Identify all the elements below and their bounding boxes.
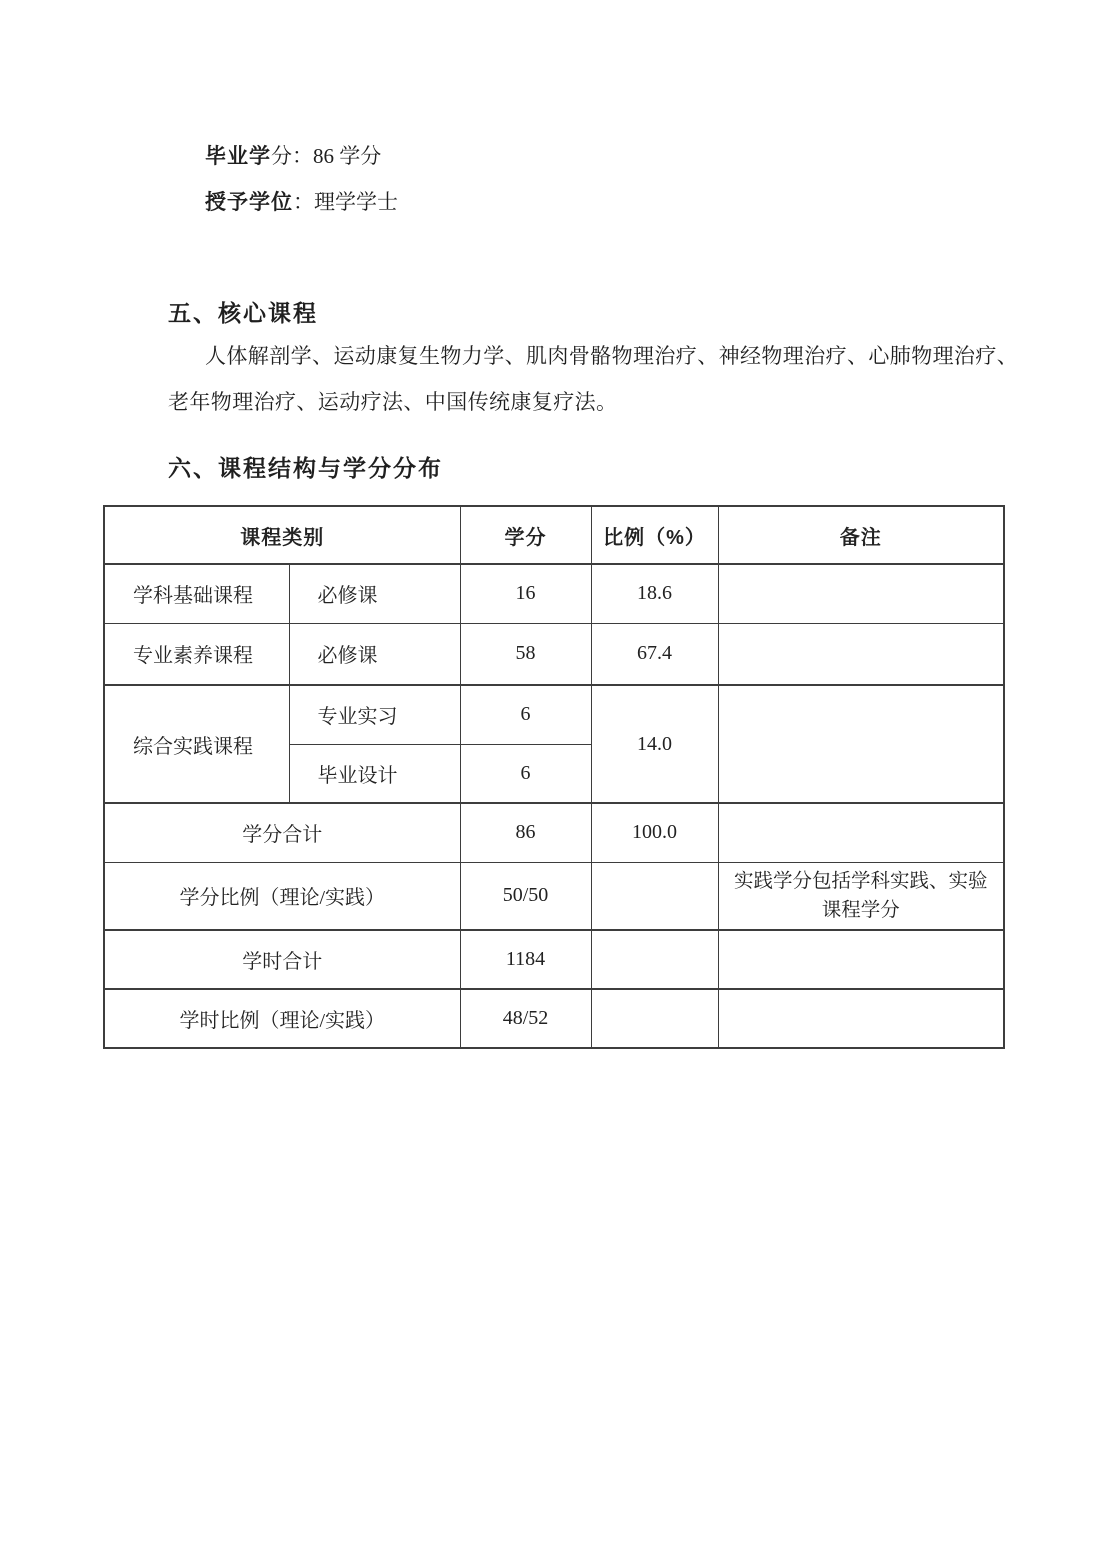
table-row-basic-courses bbox=[104, 564, 1004, 623]
cell-major-credits: 58 bbox=[460, 623, 591, 685]
graduation-credits-label-bold: 毕业学 bbox=[205, 145, 271, 168]
section-title-course-structure: 六、课程结构与学分分布 bbox=[168, 455, 443, 481]
cell-total-credits-ratio: 100.0 bbox=[591, 803, 718, 862]
cell-total-hours-label: 学时合计 bbox=[104, 930, 460, 989]
degree-awarded-field bbox=[205, 187, 398, 218]
cell-major-category: 专业素养课程 bbox=[104, 623, 289, 685]
cell-credit-ratio-value: 50/50 bbox=[460, 862, 591, 930]
cell-credit-ratio-label: 学分比例（理论/实践） bbox=[104, 862, 460, 930]
cell-basic-credits: 16 bbox=[460, 564, 591, 623]
cell-practice-item2: 毕业设计 bbox=[289, 744, 460, 803]
table-row-total-credits bbox=[104, 803, 1004, 862]
table-header-row bbox=[104, 506, 1004, 564]
cell-major-ratio: 67.4 bbox=[591, 623, 718, 685]
cell-practice-category: 综合实践课程 bbox=[104, 685, 289, 803]
table-header-ratio: 比例（%） bbox=[591, 506, 718, 564]
cell-total-credits-value: 86 bbox=[460, 803, 591, 862]
cell-practice-note bbox=[718, 685, 1004, 803]
table-row-credit-ratio bbox=[104, 862, 1004, 930]
cell-major-type: 必修课 bbox=[289, 623, 460, 685]
cell-hour-ratio-note bbox=[718, 989, 1004, 1048]
cell-total-credits-note bbox=[718, 803, 1004, 862]
section-title-core-courses: 五、核心课程 bbox=[168, 300, 318, 326]
cell-total-hours-value: 1184 bbox=[460, 930, 591, 989]
course-structure-table bbox=[103, 505, 1005, 1049]
table-row-hour-ratio bbox=[104, 989, 1004, 1048]
table-header-credits: 学分 bbox=[460, 506, 591, 564]
graduation-credits-value: 86 学分 bbox=[313, 144, 382, 168]
table-header-category: 课程类别 bbox=[104, 506, 460, 564]
cell-total-credits-label: 学分合计 bbox=[104, 803, 460, 862]
graduation-credits-field bbox=[205, 141, 381, 172]
cell-basic-note bbox=[718, 564, 1004, 623]
cell-credit-ratio-note: 实践学分包括学科实践、实验课程学分 bbox=[718, 862, 1004, 930]
table-header-note: 备注 bbox=[718, 506, 1004, 564]
cell-practice-ratio: 14.0 bbox=[591, 685, 718, 803]
core-courses-text-line2: 老年物理治疗、运动疗法、中国传统康复疗法。 bbox=[168, 390, 618, 414]
degree-awarded-value: 理学学士 bbox=[314, 190, 398, 214]
table-row-major-courses bbox=[104, 623, 1004, 685]
cell-total-hours-pct bbox=[591, 930, 718, 989]
core-courses-text-line1: 人体解剖学、运动康复生物力学、肌肉骨骼物理治疗、神经物理治疗、心肺物理治疗、 bbox=[205, 344, 1019, 368]
cell-hour-ratio-label: 学时比例（理论/实践） bbox=[104, 989, 460, 1048]
table-row-practice-internship bbox=[104, 685, 1004, 744]
cell-credit-ratio-pct bbox=[591, 862, 718, 930]
cell-hour-ratio-value: 48/52 bbox=[460, 989, 591, 1048]
cell-major-note bbox=[718, 623, 1004, 685]
cell-basic-ratio: 18.6 bbox=[591, 564, 718, 623]
graduation-credits-label-normal: 分： bbox=[271, 144, 313, 168]
cell-basic-type: 必修课 bbox=[289, 564, 460, 623]
cell-basic-category: 学科基础课程 bbox=[104, 564, 289, 623]
degree-awarded-label-bold: 授予学位 bbox=[205, 191, 293, 214]
cell-practice-credits2: 6 bbox=[460, 744, 591, 803]
table-row-total-hours bbox=[104, 930, 1004, 989]
cell-total-hours-note bbox=[718, 930, 1004, 989]
cell-hour-ratio-pct bbox=[591, 989, 718, 1048]
cell-practice-item1: 专业实习 bbox=[289, 685, 460, 744]
degree-awarded-label-normal: ： bbox=[293, 190, 314, 214]
cell-practice-credits1: 6 bbox=[460, 685, 591, 744]
